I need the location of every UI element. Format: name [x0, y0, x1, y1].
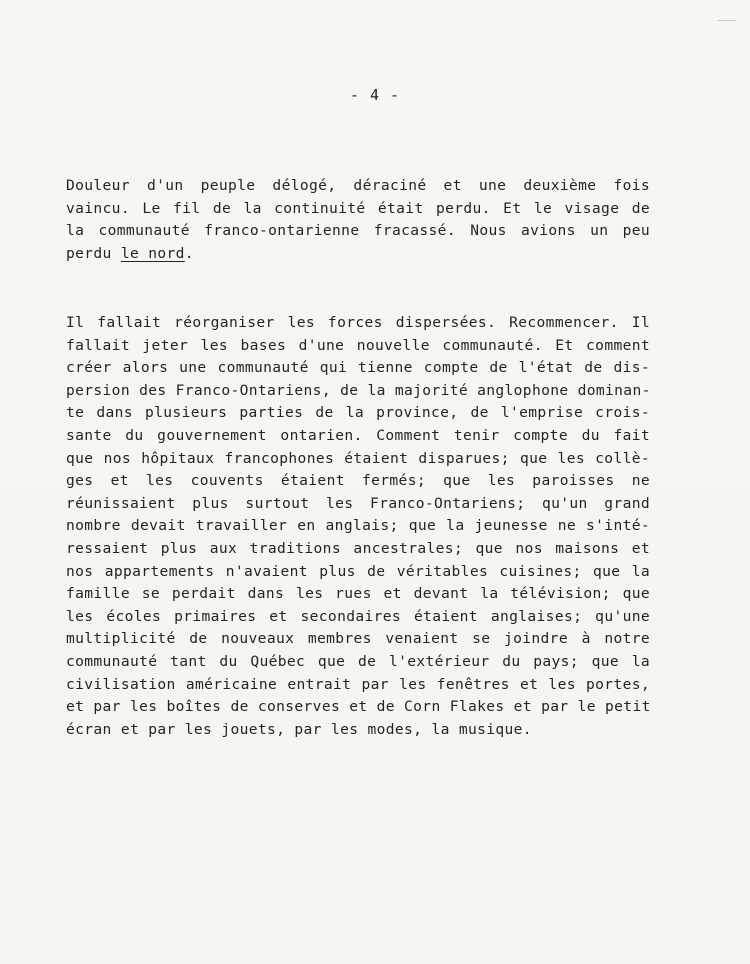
- paragraph-line: que nos hôpitaux francophones étaient disparues; que les collè-: [66, 449, 650, 467]
- paragraph-line: et par les boîtes de conserves et de Corn Flakes et par le petit: [66, 698, 651, 716]
- paragraph-last-line: [66, 243, 650, 266]
- paragraph-line: civilisation américaine entrait par les fenêtres et les portes,: [66, 675, 650, 693]
- page-number: - 4 -: [349, 86, 401, 104]
- paragraph-line: nombre devait travailler en anglais; que la jeunesse ne s'inté-: [66, 517, 650, 535]
- scan-mark: [718, 20, 736, 21]
- paragraph-line: communauté tant du Québec que de l'extérieur du pays; que la: [66, 652, 650, 670]
- paragraph-line: la communauté franco-ontarienne fracassé. Nous avions un peu: [66, 222, 650, 240]
- paragraph-line: ges et les couvents étaient fermés; que les paroisses ne: [66, 472, 650, 490]
- paragraph-line: nos appartements n'avaient plus de véritables cuisines; que la: [66, 562, 650, 580]
- paragraph-line: créer alors une communauté qui tienne compte de l'état de dis-: [66, 359, 650, 377]
- paragraph-line: Il fallait réorganiser les forces dispersées. Recommencer. Il: [66, 314, 650, 331]
- paragraph-last-line: écran et par les jouets, par les modes, la musique.: [66, 720, 532, 738]
- underlined-phrase: le nord: [120, 244, 185, 262]
- paragraph-line: sante du gouvernement ontarien. Comment tenir compte du fait: [66, 426, 650, 444]
- text-fragment: perdu: [66, 244, 121, 262]
- paragraph-1: [66, 175, 650, 265]
- paragraph-line: vaincu. Le fil de la continuité était perdu. Et le visage de: [66, 199, 650, 217]
- paragraph-line: ressaient plus aux traditions ancestrales; que nos maisons et: [66, 539, 650, 557]
- paragraph-2: [66, 312, 650, 741]
- paragraph-line: multiplicité de nouveaux membres venaient se joindre à notre: [66, 630, 650, 648]
- paragraph-line: persion des Franco-Ontariens, de la majorité anglophone dominan-: [66, 381, 651, 399]
- paragraph-line: famille se perdait dans les rues et devant la télévision; que: [66, 585, 650, 603]
- text-fragment: .: [184, 244, 194, 262]
- paragraph-line: réunissaient plus surtout les Franco-Ontariens; qu'un grand: [66, 494, 650, 512]
- paragraph-line: te dans plusieurs parties de la province, de l'emprise crois-: [66, 404, 650, 422]
- paragraph-line: Douleur d'un peuple délogé, déraciné et une deuxième fois: [66, 177, 650, 194]
- paragraph-line: fallait jeter les bases d'une nouvelle communauté. Et comment: [66, 336, 650, 354]
- paragraph-line: les écoles primaires et secondaires étaient anglaises; qu'une: [66, 607, 650, 625]
